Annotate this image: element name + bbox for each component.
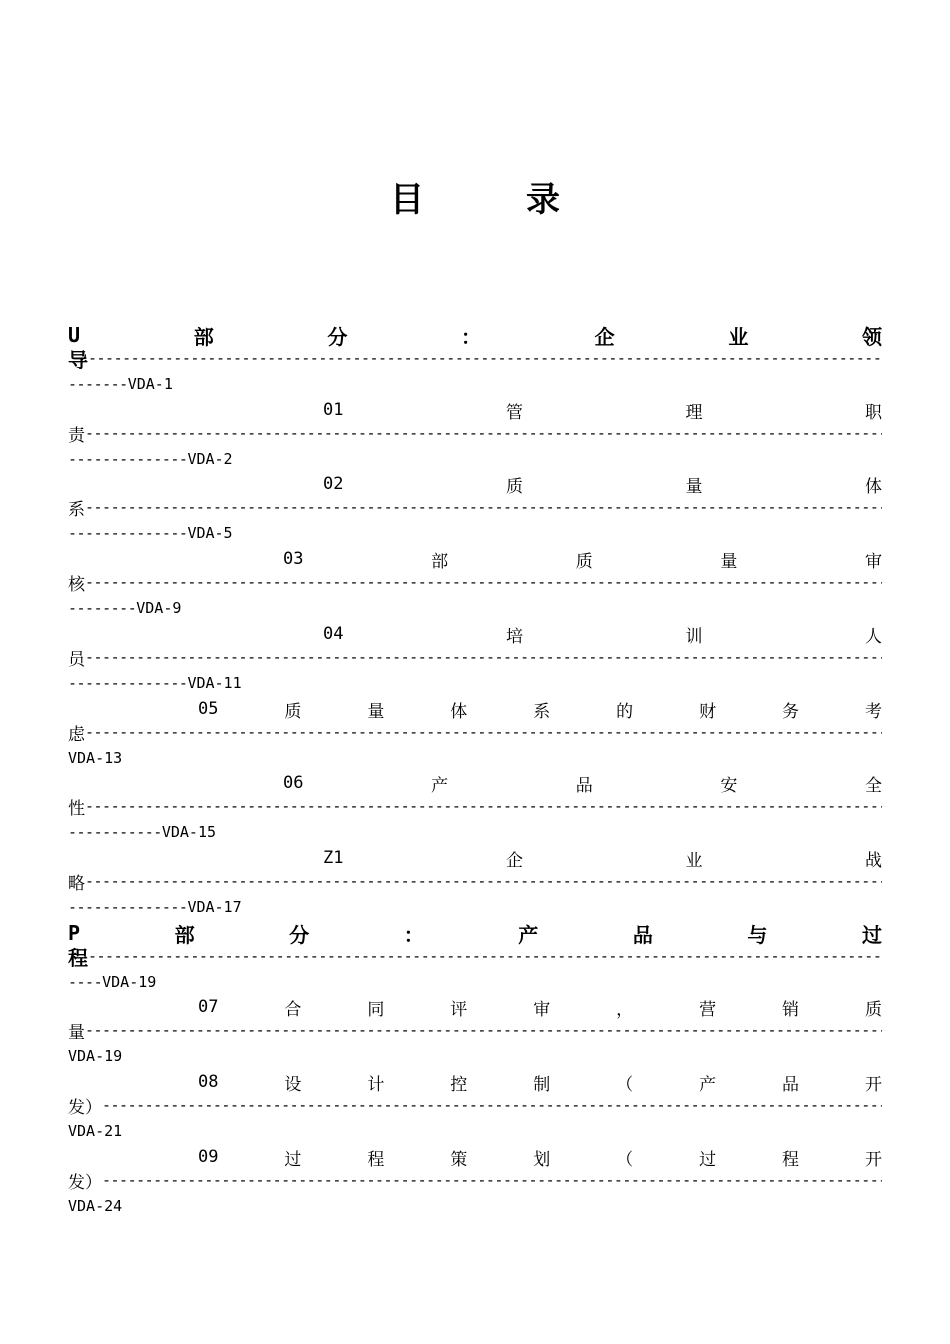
toc-entry-last-char: 虑 <box>68 724 85 743</box>
toc-page-ref-line <box>68 747 122 769</box>
toc-page-ref-line <box>68 971 156 993</box>
toc-entry-char: 质 <box>864 999 882 1020</box>
page-number-link[interactable]: VDA-1 <box>127 375 173 393</box>
toc-entry-char: 03 <box>283 549 304 569</box>
toc-entry-char: 审 <box>533 999 551 1020</box>
toc-entry-char: 体 <box>450 701 468 722</box>
toc-entry-last-char: 导 <box>68 347 88 369</box>
toc-entry-char: 过 <box>861 922 882 947</box>
toc-entry-char: 计 <box>367 1074 385 1095</box>
toc-entry-last-char: 性 <box>68 798 85 817</box>
toc-leader-line <box>68 945 882 967</box>
page-number-link[interactable]: VDA-24 <box>68 1197 123 1215</box>
toc-entry-last-char: 核 <box>68 574 85 593</box>
dotted-leader <box>88 947 882 965</box>
toc-entry-char: 产 <box>518 922 539 947</box>
toc-entry-last-char: 责 <box>68 425 85 444</box>
toc-page-ref-line <box>68 597 181 619</box>
toc-entry <box>323 398 882 422</box>
toc-entry-char: 品 <box>632 922 653 947</box>
leader-continuation: -------------- <box>68 674 188 692</box>
leader-continuation: -------------- <box>68 450 188 468</box>
toc-leader-line <box>68 1094 882 1116</box>
toc-leader-line <box>68 795 882 817</box>
toc-entry-char: 全 <box>864 775 882 796</box>
toc-entry-char: 产 <box>699 1074 717 1095</box>
toc-entry-char: 人 <box>864 626 882 647</box>
page-number-link[interactable]: VDA-21 <box>68 1122 123 1140</box>
toc-entry-char: 业 <box>685 850 703 871</box>
toc-entry-char: 08 <box>198 1072 219 1092</box>
toc-entry-char: 战 <box>864 850 882 871</box>
toc-page-ref-line <box>68 373 173 395</box>
toc-entry-char: 05 <box>198 699 219 719</box>
toc-entry-char: 职 <box>864 402 882 423</box>
toc-entry-char: 01 <box>323 400 344 420</box>
toc-entry-char: 划 <box>533 1149 551 1170</box>
toc-leader-line <box>68 721 882 743</box>
toc-leader-line <box>68 1019 882 1041</box>
toc-entry-char: 管 <box>505 402 523 423</box>
toc-entry <box>283 771 882 795</box>
toc-entry-char: 业 <box>728 324 749 349</box>
toc-entry <box>323 846 882 870</box>
toc-entry-char: 考 <box>864 701 882 722</box>
toc-page-ref-line <box>68 1195 122 1217</box>
page-number-link[interactable]: VDA-2 <box>187 450 233 468</box>
toc-leader-line <box>68 347 882 369</box>
toc-entry-char: （ <box>616 1074 634 1095</box>
toc-entry-char: 企 <box>505 850 523 871</box>
dotted-leader <box>85 872 882 890</box>
page-number-link[interactable]: VDA-13 <box>68 749 123 767</box>
toc-entry-char: 量 <box>367 701 385 722</box>
toc-entry <box>198 1070 882 1094</box>
toc-entry-last-char: 员 <box>68 649 85 668</box>
toc-entry-char: 的 <box>616 701 634 722</box>
dotted-leader <box>85 723 882 741</box>
toc-section-heading <box>68 323 882 347</box>
toc-entry-char: 过 <box>699 1149 717 1170</box>
page-number-link[interactable]: VDA-11 <box>187 674 242 692</box>
toc-entry-char: 设 <box>284 1074 302 1095</box>
toc-entry-char: 安 <box>720 775 738 796</box>
dotted-leader <box>102 1171 882 1189</box>
toc-entry-char: 质 <box>575 551 593 572</box>
toc-entry-char: 务 <box>782 701 800 722</box>
toc-page-ref-line <box>68 821 216 843</box>
dotted-leader <box>85 424 882 442</box>
toc-leader-line <box>68 1169 882 1191</box>
toc-entry-char: 品 <box>782 1074 800 1095</box>
toc-entry-char: 质 <box>505 476 523 497</box>
toc-entry-last-char: 略 <box>68 873 85 892</box>
page-number-link[interactable]: VDA-19 <box>68 1047 123 1065</box>
toc-entry-char: 系 <box>533 701 551 722</box>
toc-entry <box>198 697 882 721</box>
toc-entry-char: Z1 <box>323 848 344 868</box>
leader-continuation: -------- <box>68 599 137 617</box>
page-number-link[interactable]: VDA-17 <box>187 898 242 916</box>
toc-leader-line <box>68 571 882 593</box>
leader-continuation: ----------- <box>68 823 162 841</box>
toc-entry-char: 09 <box>198 1147 219 1167</box>
toc-entry-char: 与 <box>747 922 768 947</box>
toc-entry-char: U <box>68 323 81 347</box>
toc-leader-line <box>68 646 882 668</box>
toc-entry-char: 部 <box>431 551 449 572</box>
toc-leader-line <box>68 496 882 518</box>
toc-entry-last-char: 程 <box>68 945 88 967</box>
toc-entry-last-char: 系 <box>68 499 85 518</box>
toc-entry-char: 体 <box>864 476 882 497</box>
toc-entry <box>283 547 882 571</box>
toc-entry-char: 销 <box>782 999 800 1020</box>
toc-entry-char: 分 <box>289 922 310 947</box>
toc-entry <box>323 472 882 496</box>
dotted-leader <box>85 648 882 666</box>
leader-continuation: -------------- <box>68 524 188 542</box>
toc-entry-char: （ <box>616 1149 634 1170</box>
toc-entry-char: 06 <box>283 773 304 793</box>
toc-entry-char: 04 <box>323 624 344 644</box>
toc-entry-char: 02 <box>323 474 344 494</box>
toc-page-ref-line <box>68 672 242 694</box>
toc-title: 目 录 <box>390 180 594 220</box>
toc-entry-char: 合 <box>284 999 302 1020</box>
toc-entry-char: 训 <box>685 626 703 647</box>
dotted-leader <box>85 797 882 815</box>
toc-entry-char: 量 <box>685 476 703 497</box>
toc-page-ref-line <box>68 1045 122 1067</box>
toc-entry-char: P <box>68 921 81 945</box>
toc-entry <box>198 1145 882 1169</box>
toc-entry-char: 程 <box>367 1149 385 1170</box>
leader-continuation: ---- <box>68 973 103 991</box>
toc-leader-line <box>68 422 882 444</box>
toc-entry-char: 企 <box>594 324 615 349</box>
toc-entry <box>323 622 882 646</box>
toc-entry-char: 程 <box>782 1149 800 1170</box>
toc-entry-char: 控 <box>450 1074 468 1095</box>
toc-entry-char: 质 <box>284 701 302 722</box>
toc-entry-char: 制 <box>533 1074 551 1095</box>
toc-entry-char: 部 <box>174 922 195 947</box>
dotted-leader <box>102 1096 882 1114</box>
leader-continuation: -------------- <box>68 898 188 916</box>
dotted-leader <box>88 349 882 367</box>
toc-entry-char: 营 <box>699 999 717 1020</box>
toc-page-ref-line <box>68 1120 122 1142</box>
toc-entry-char: 领 <box>861 324 882 349</box>
page-number-link[interactable]: VDA-9 <box>136 599 182 617</box>
toc-entry-char: 品 <box>575 775 593 796</box>
toc-entry-char: 理 <box>685 402 703 423</box>
toc-entry-char: 07 <box>198 997 219 1017</box>
toc-entry-char: ： <box>461 324 482 349</box>
toc-entry-char: 部 <box>193 324 214 349</box>
toc-entry-char: 量 <box>720 551 738 572</box>
toc-entry-char: 开 <box>864 1149 882 1170</box>
toc-leader-line <box>68 870 882 892</box>
toc-entry-char: 审 <box>864 551 882 572</box>
toc-page-ref-line <box>68 522 233 544</box>
toc-entry-char: ： <box>403 922 424 947</box>
leader-continuation: ------- <box>68 375 128 393</box>
toc-page-ref-line <box>68 896 242 918</box>
dotted-leader <box>85 498 882 516</box>
toc-entry-char: ， <box>616 999 634 1020</box>
toc-entry-last-char: 量 <box>68 1022 85 1041</box>
page-number-link[interactable]: VDA-19 <box>102 973 157 991</box>
toc-entry-char: 评 <box>450 999 468 1020</box>
toc-entry-last-char: 发） <box>68 1172 102 1191</box>
page-number-link[interactable]: VDA-15 <box>161 823 217 841</box>
toc-entry-last-char: 发） <box>68 1097 102 1116</box>
toc-entry-char: 产 <box>431 775 449 796</box>
toc-entry-char: 财 <box>699 701 717 722</box>
toc-entry <box>198 995 882 1019</box>
toc-page-ref-line <box>68 448 233 470</box>
toc-entry-char: 培 <box>505 626 523 647</box>
toc-section-heading <box>68 921 882 945</box>
toc-entry-char: 开 <box>864 1074 882 1095</box>
toc-entry-char: 过 <box>284 1149 302 1170</box>
dotted-leader <box>85 573 882 591</box>
toc-entry-char: 策 <box>450 1149 468 1170</box>
toc-entry-char: 同 <box>367 999 385 1020</box>
dotted-leader <box>85 1021 882 1039</box>
page-number-link[interactable]: VDA-5 <box>187 524 233 542</box>
toc-entry-char: 分 <box>327 324 348 349</box>
